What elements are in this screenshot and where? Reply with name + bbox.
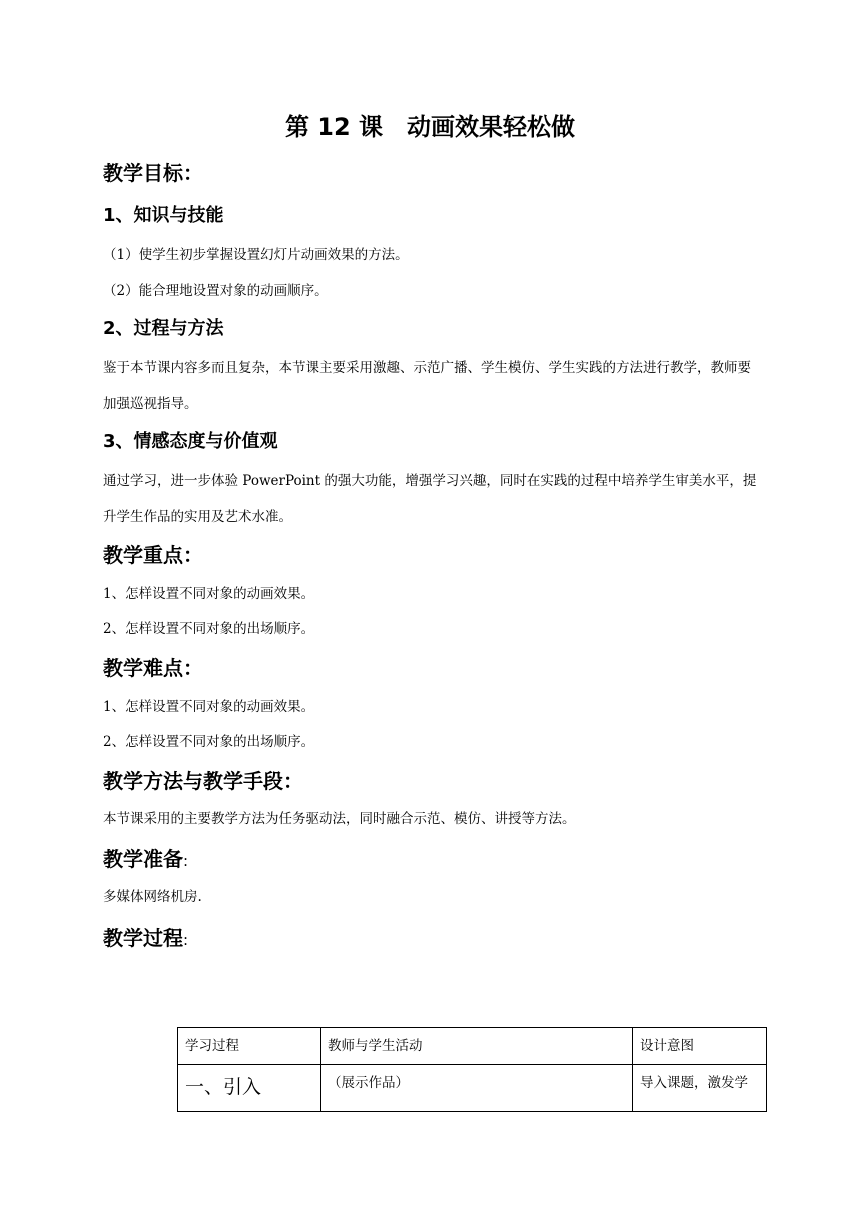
preparation-heading-colon: : bbox=[183, 852, 189, 870]
knowledge-item-1: （1）使学生初步掌握设置幻灯片动画效果的方法。 bbox=[103, 247, 409, 263]
procedure-table bbox=[177, 1027, 767, 1112]
knowledge-skills-heading: 1、知识与技能 bbox=[103, 205, 224, 226]
preparation-heading bbox=[103, 845, 188, 875]
difficult-point-item-2: 2、怎样设置不同对象的出场顺序。 bbox=[103, 734, 315, 750]
table-cell-stage: 一、引入 bbox=[178, 1065, 321, 1112]
objectives-heading bbox=[103, 159, 203, 187]
preparation-text: 多媒体网络机房. bbox=[103, 889, 202, 905]
methods-heading-colon: ： bbox=[283, 769, 303, 793]
table-header-row bbox=[178, 1028, 767, 1065]
knowledge-item-2: （2）能合理地设置对象的动画顺序。 bbox=[103, 283, 328, 299]
procedure-heading-text: 教学过程 bbox=[103, 926, 183, 950]
key-points-heading bbox=[103, 541, 203, 569]
methods-heading-text: 教学方法与教学手段 bbox=[103, 769, 283, 793]
preparation-heading-text: 教学准备 bbox=[103, 847, 183, 871]
table-row bbox=[178, 1065, 767, 1112]
table-header-cell: 教师与学生活动 bbox=[321, 1028, 633, 1065]
table-cell-intent: 导入课题，激发学 bbox=[633, 1065, 767, 1112]
table-cell-activity: （展示作品） bbox=[321, 1065, 633, 1112]
key-points-heading-text: 教学重点 bbox=[103, 543, 183, 567]
objectives-heading-colon: ： bbox=[183, 161, 203, 185]
difficult-point-item-1: 1、怎样设置不同对象的动画效果。 bbox=[103, 699, 315, 715]
procedure-heading bbox=[103, 924, 188, 954]
procedure-heading-colon: : bbox=[183, 931, 189, 949]
process-methods-text: 鉴于本节课内容多而且复杂，本节课主要采用激趣、示范广播、学生模仿、学生实践的方法进行教学，教师要加强巡视指导。 bbox=[103, 360, 751, 412]
table-header-cell: 学习过程 bbox=[178, 1028, 321, 1065]
difficult-points-heading bbox=[103, 654, 203, 682]
methods-heading bbox=[103, 767, 303, 795]
attitude-values-heading: 3、情感态度与价值观 bbox=[103, 431, 278, 452]
key-points-heading-colon: ： bbox=[183, 543, 203, 567]
difficult-points-heading-colon: ： bbox=[183, 656, 203, 680]
key-point-item-1: 1、怎样设置不同对象的动画效果。 bbox=[103, 586, 315, 602]
key-point-item-2: 2、怎样设置不同对象的出场顺序。 bbox=[103, 621, 315, 637]
table-header-cell: 设计意图 bbox=[633, 1028, 767, 1065]
objectives-heading-text: 教学目标 bbox=[103, 161, 183, 185]
difficult-points-heading-text: 教学难点 bbox=[103, 656, 183, 680]
process-methods-heading: 2、过程与方法 bbox=[103, 318, 224, 339]
lesson-title: 第 12 课 动画效果轻松做 bbox=[284, 113, 576, 141]
methods-text: 本节课采用的主要教学方法为任务驱动法，同时融合示范、模仿、讲授等方法。 bbox=[103, 811, 576, 827]
attitude-values-text: 通过学习，进一步体验 PowerPoint 的强大功能，增强学习兴趣，同时在实践的过程中培养学生审美水平，提升学生作品的实用及艺术水准。 bbox=[103, 473, 757, 525]
